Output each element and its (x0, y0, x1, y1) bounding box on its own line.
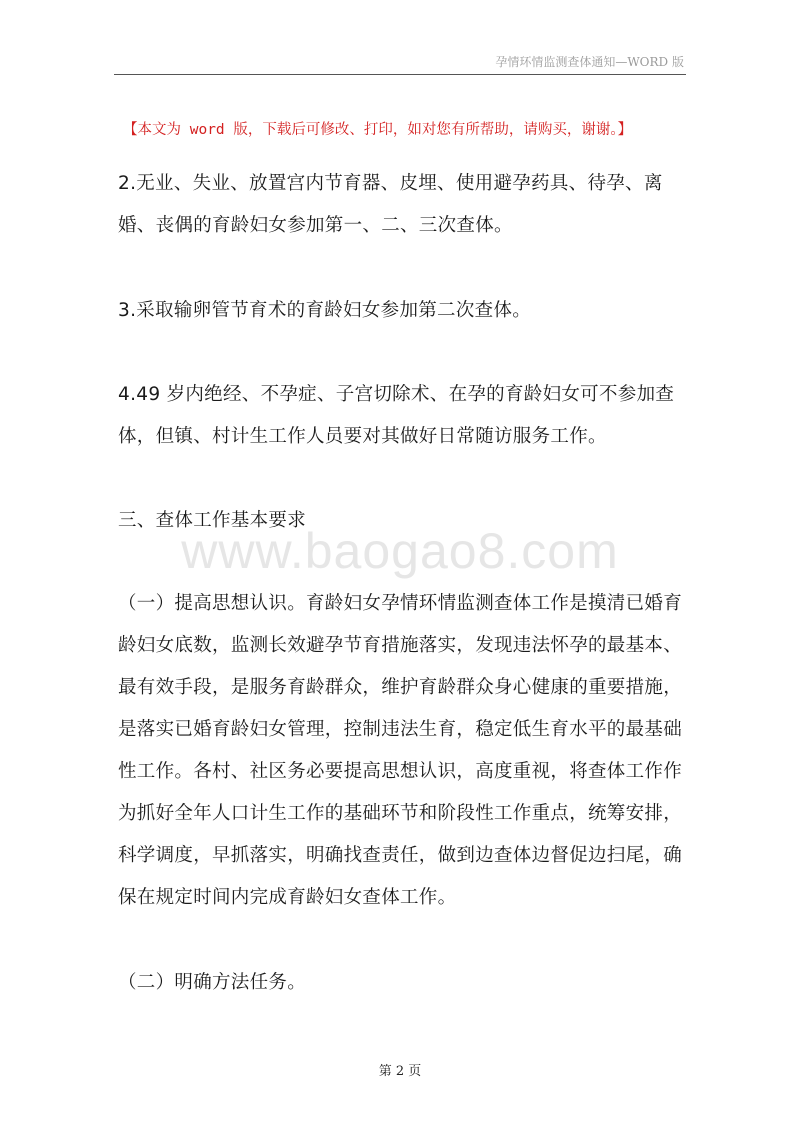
paragraph-item-4: 4.49 岁内绝经、不孕症、子宫切除术、在孕的育龄妇女可不参加查体，但镇、村计生工作人员要对其做好日常随访服务工作。 (118, 384, 675, 447)
header-divider (114, 74, 686, 75)
section-heading: 三、查体工作基本要求 (118, 510, 307, 531)
watermark: www.baogao8.com (181, 523, 619, 579)
paragraph-item-3: 3.采取输卵管节育术的育龄妇女参加第二次查体。 (118, 300, 532, 321)
paragraph-raise-awareness: （一）提高思想认识。育龄妇女孕情环情监测查体工作是摸清已婚育龄妇女底数，监测长效避孕节育措施落实，发现违法怀孕的最基本、最有效手段，是服务育龄群众，维护育龄群众身心健康的重要措施，是落实已婚育龄妇女管理，控制违法生育，稳定低生育水平的最基础性工作。各村、社区务必要提高思想认识，高度重视，将查体工作作为抓好全年人口计生工作的基础环节和阶段性工作重点，统筹安排，科学调度，早抓落实，明确找查责任，做到边查体边督促边扫尾，确保在规定时间内完成育龄妇女查体工作。 (118, 593, 683, 908)
header-title: 孕情环情监测查体通知—WORD 版 (495, 55, 684, 69)
download-notice: 【本文为 word 版，下载后可修改、打印，如对您有所帮助，请购买，谢谢。】 (123, 122, 633, 138)
paragraph-item-2: 2.无业、失业、放置宫内节育器、皮埋、使用避孕药具、待孕、离婚、丧偶的育龄妇女参加第一、二、三次查体。 (118, 173, 663, 236)
page-number: 第 2 页 (378, 1064, 422, 1079)
paragraph-methods-tasks: （二）明确方法任务。 (118, 972, 307, 993)
